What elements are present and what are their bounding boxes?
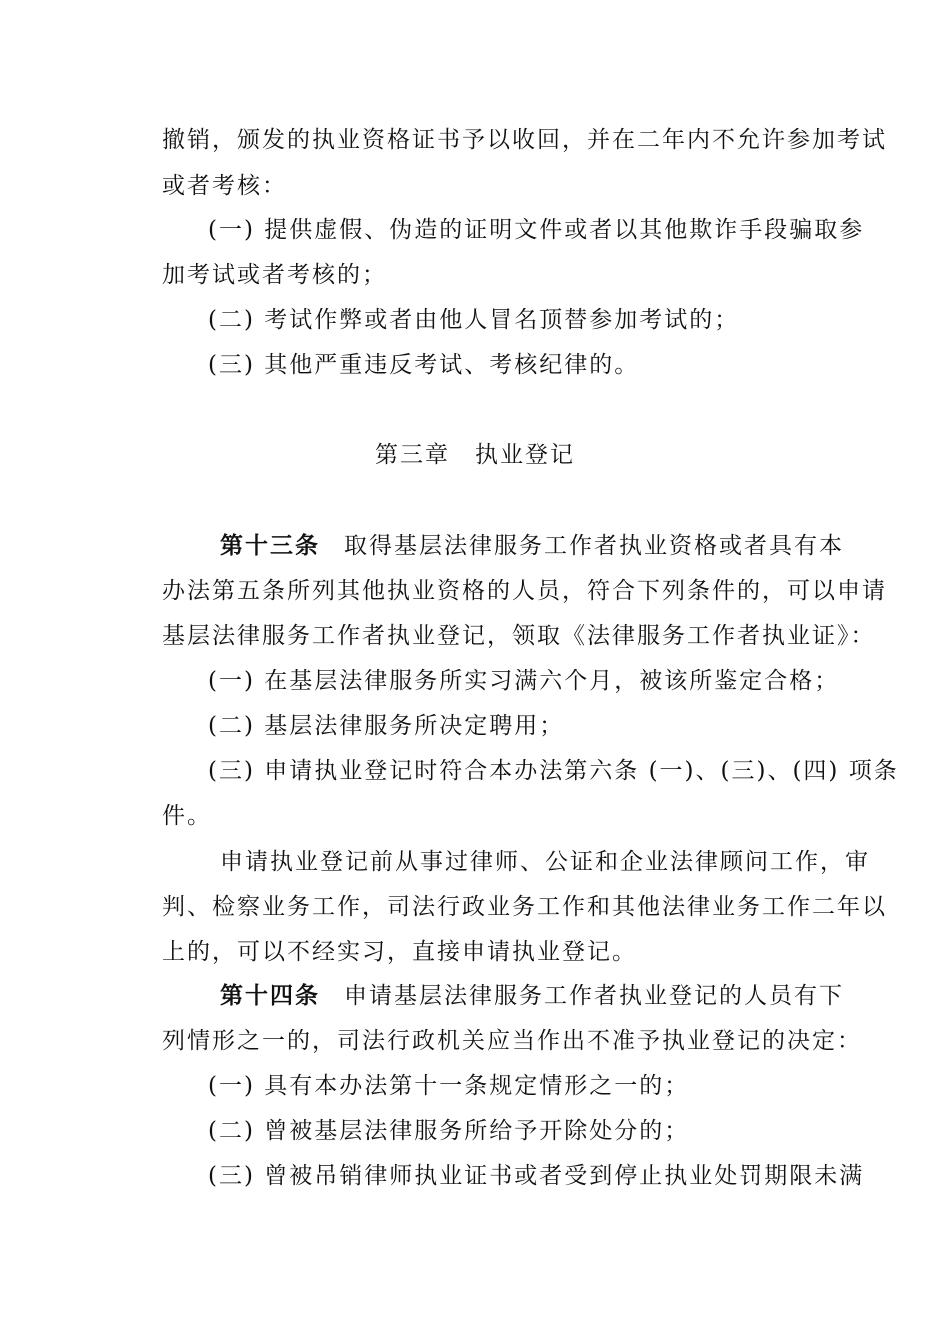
- list-item: (一) 提供虚假、伪造的证明文件或者以其他欺诈手段骗取参: [208, 217, 865, 243]
- text-line: 件。: [162, 803, 212, 829]
- text-line: 判、检察业务工作，司法行政业务工作和其他法律业务工作二年以: [162, 894, 887, 920]
- text-line: 或者考核：: [162, 173, 287, 199]
- text-line: 撤销，颁发的执业资格证书予以收回，并在二年内不允许参加考试: [162, 127, 887, 153]
- list-item: (一) 具有本办法第十一条规定情形之一的；: [208, 1073, 690, 1099]
- list-item: (三) 申请执业登记时符合本办法第六条 (一)、(三)、(四) 项条: [208, 758, 899, 784]
- list-item: (二) 基层法律服务所决定聘用；: [208, 713, 565, 739]
- text-line: 基层法律服务工作者执业登记，领取《法律服务工作者执业证》：: [162, 623, 876, 649]
- chapter-title: 第三章 执业登记: [375, 442, 575, 468]
- article-13-label: 第十三条: [220, 532, 320, 559]
- list-item: (二) 曾被基层法律服务所给予开除处分的；: [208, 1118, 690, 1144]
- text-line: 列情形之一的，司法行政机关应当作出不准予执业登记的决定：: [162, 1028, 862, 1054]
- text-line: 加考试或者考核的；: [162, 262, 387, 288]
- article-14-first-line: [220, 981, 844, 1011]
- article-13-first-line: [220, 531, 844, 561]
- text-line: 办法第五条所列其他执业资格的人员，符合下列条件的，可以申请: [162, 578, 887, 604]
- article-13-text: 取得基层法律服务工作者执业资格或者具有本: [344, 533, 844, 559]
- text-line: 上的，可以不经实习，直接申请执业登记。: [162, 939, 637, 965]
- list-item: (三) 其他严重违反考试、考核纪律的。: [208, 352, 640, 378]
- article-14-text: 申请基层法律服务工作者执业登记的人员有下: [344, 983, 844, 1009]
- paragraph-line: 申请执业登记前从事过律师、公证和企业法律顾问工作，审: [220, 849, 870, 875]
- article-14-label: 第十四条: [220, 982, 320, 1009]
- list-item: (三) 曾被吊销律师执业证书或者受到停止执业处罚期限未满: [208, 1163, 865, 1189]
- list-item: (一) 在基层法律服务所实习满六个月，被该所鉴定合格；: [208, 668, 840, 694]
- list-item: (二) 考试作弊或者由他人冒名顶替参加考试的；: [208, 307, 740, 333]
